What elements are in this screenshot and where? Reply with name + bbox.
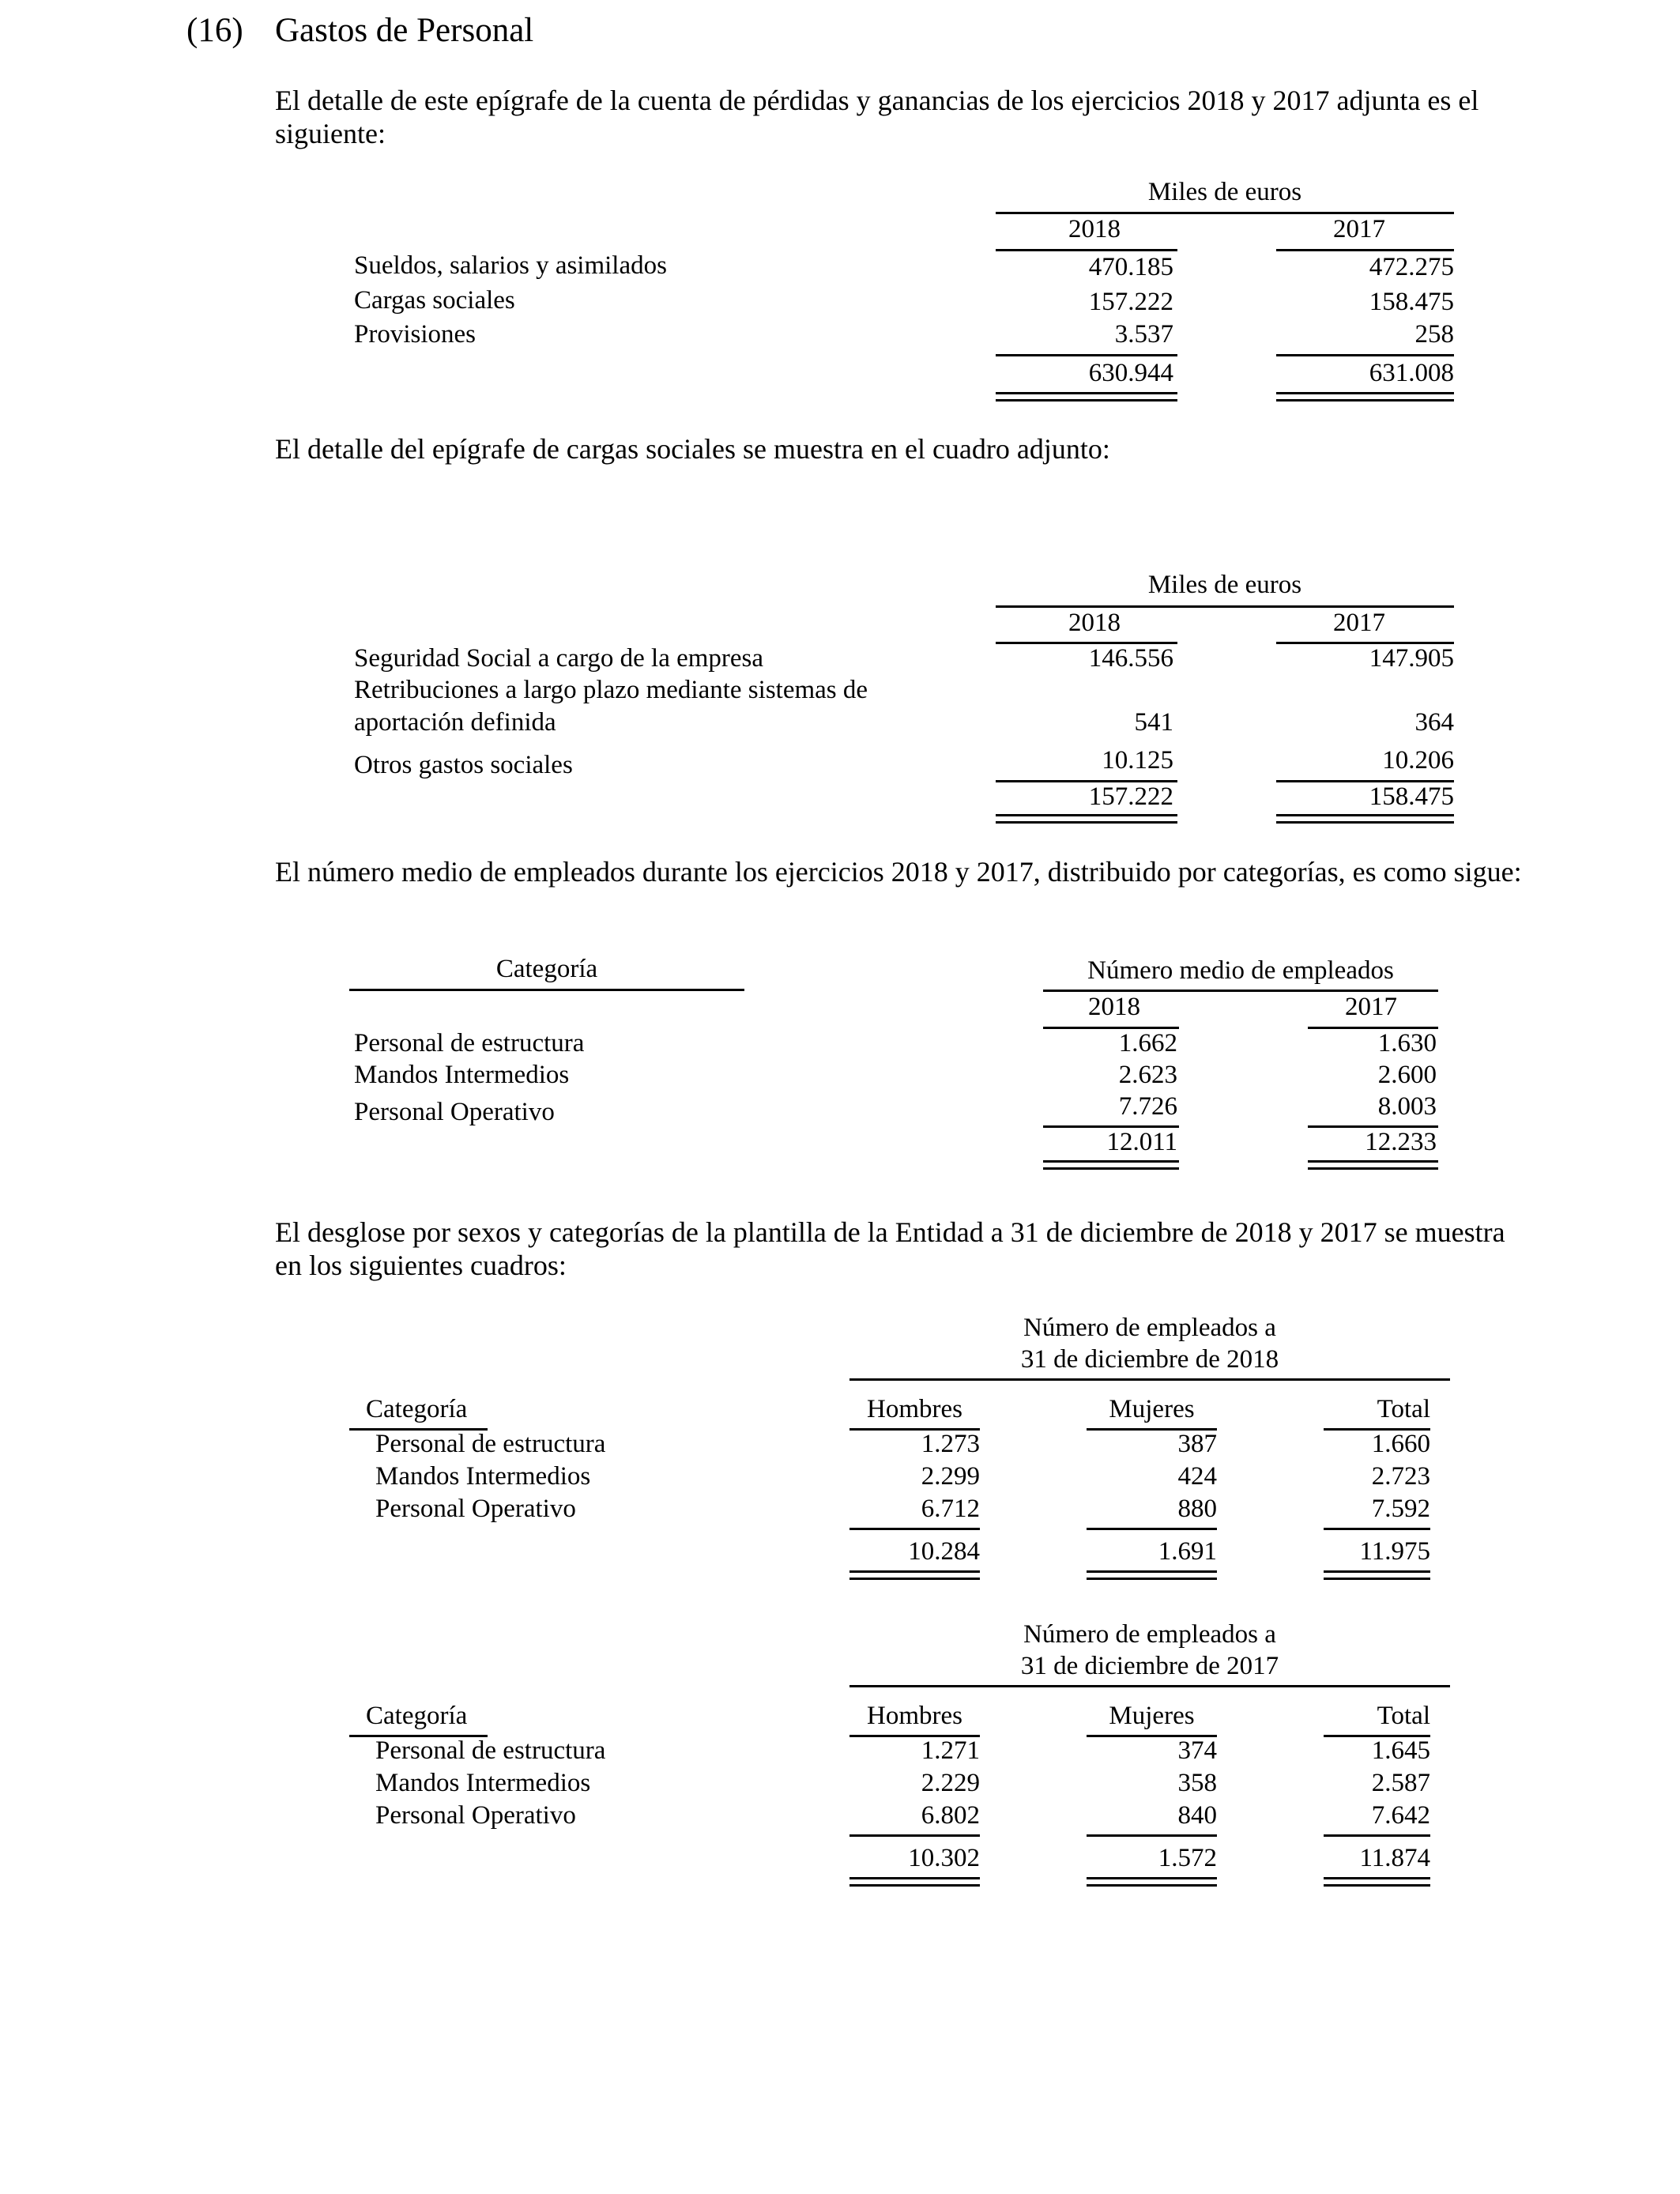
unit-header: Número medio de empleados [1087, 956, 1394, 985]
row-label: Mandos Intermedios [354, 1061, 570, 1089]
col-header-total: Total [1377, 1395, 1430, 1423]
value-total: 2.587 [1371, 1769, 1430, 1797]
value-mujeres: 424 [1177, 1462, 1217, 1491]
value-hombres: 6.802 [921, 1801, 980, 1830]
row-label: Mandos Intermedios [375, 1769, 591, 1797]
total-hombres: 10.284 [908, 1537, 980, 1566]
col-header-hombres: Hombres [867, 1702, 962, 1730]
value-2018: 7.726 [1118, 1092, 1177, 1121]
row-label: Personal Operativo [375, 1495, 576, 1523]
double-rule-total [1324, 1877, 1430, 1887]
subtotal-rule-mujeres [1087, 1834, 1217, 1837]
row-label: Personal de estructura [375, 1736, 606, 1765]
subtotal-rule-total [1324, 1528, 1430, 1530]
value-2017: 147.905 [1369, 644, 1454, 673]
value-mujeres: 880 [1177, 1495, 1217, 1523]
row-label: Sueldos, salarios y asimilados [354, 251, 667, 280]
header-line-2: 31 de diciembre de 2017 [1020, 1652, 1279, 1680]
category-header: Categoría [366, 1702, 468, 1730]
col-header-total: Total [1377, 1702, 1430, 1730]
subtotal-rule-2017 [1276, 354, 1454, 356]
row-label: Cargas sociales [354, 286, 515, 315]
intro-paragraph-4: El desglose por sexos y categorías de la plantilla de la Entidad a 31 de diciembre de 2018 y 2017 se muestra en los siguientes cuadros: [275, 1216, 1505, 1281]
value-mujeres: 840 [1177, 1801, 1217, 1830]
intro-paragraph-3: El número medio de empleados durante los ejercicios 2018 y 2017, distribuido por categorías, es como sigue: [275, 856, 1522, 888]
double-rule-2017 [1308, 1160, 1438, 1170]
subtotal-rule-total [1324, 1834, 1430, 1837]
row-label: Provisiones [354, 320, 477, 349]
intro-paragraph-2: El detalle del epígrafe de cargas sociales se muestra en el cuadro adjunto: [275, 433, 1110, 465]
double-rule-2018 [1043, 1160, 1179, 1170]
year-header-2017: 2017 [1345, 993, 1397, 1021]
value-hombres: 1.273 [921, 1430, 980, 1458]
total-2017: 12.233 [1365, 1128, 1437, 1156]
total-mujeres: 1.691 [1158, 1537, 1217, 1566]
total-hombres: 10.302 [908, 1844, 980, 1872]
unit-header: Miles de euros [1147, 178, 1302, 206]
total-2018: 157.222 [1088, 782, 1173, 811]
year-header-2018: 2018 [1088, 993, 1140, 1021]
value-mujeres: 374 [1177, 1736, 1217, 1765]
double-rule-mujeres [1087, 1877, 1217, 1887]
value-2018: 1.662 [1118, 1029, 1177, 1057]
double-rule-mujeres [1087, 1570, 1217, 1580]
row-label: Personal Operativo [375, 1801, 576, 1830]
year-header-2018: 2018 [1068, 609, 1121, 637]
value-2018: 3.537 [1114, 320, 1173, 349]
value-total: 7.592 [1371, 1495, 1430, 1523]
col-header-hombres: Hombres [867, 1395, 962, 1423]
column-rule-2018 [996, 249, 1177, 251]
year-header-2017: 2017 [1333, 609, 1385, 637]
total-2017: 158.475 [1369, 782, 1454, 811]
row-label: Otros gastos sociales [354, 751, 573, 779]
value-2018: 10.125 [1102, 746, 1173, 775]
row-label: Personal de estructura [375, 1430, 606, 1458]
value-mujeres: 358 [1177, 1769, 1217, 1797]
header-line-1: Número de empleados a [1023, 1314, 1276, 1342]
total-total: 11.975 [1359, 1537, 1430, 1566]
subtotal-rule-hombres [849, 1834, 980, 1837]
header-line-1: Número de empleados a [1023, 1620, 1276, 1649]
value-2017: 364 [1414, 708, 1454, 737]
value-total: 1.645 [1371, 1736, 1430, 1765]
value-2018: 470.185 [1088, 253, 1173, 281]
value-2017: 258 [1414, 320, 1454, 349]
value-2017: 1.630 [1377, 1029, 1437, 1057]
year-header-2017: 2017 [1333, 215, 1385, 243]
year-header-2018: 2018 [1068, 215, 1121, 243]
row-label: Mandos Intermedios [375, 1462, 591, 1491]
category-header-rule [349, 989, 744, 991]
section-title: Gastos de Personal [275, 12, 534, 49]
value-total: 2.723 [1371, 1462, 1430, 1491]
subtotal-rule-hombres [849, 1528, 980, 1530]
double-rule-2017 [1276, 814, 1454, 824]
header-rule [996, 605, 1454, 608]
header-rule [849, 1685, 1450, 1687]
header-rule [996, 212, 1454, 214]
value-hombres: 6.712 [921, 1495, 980, 1523]
value-2018: 146.556 [1088, 644, 1173, 673]
col-header-mujeres: Mujeres [1109, 1702, 1195, 1730]
double-rule-hombres [849, 1877, 980, 1887]
value-2017: 8.003 [1377, 1092, 1437, 1121]
value-2017: 472.275 [1369, 253, 1454, 281]
row-label-line-1: Retribuciones a largo plazo mediante sistemas de [354, 676, 868, 704]
intro-paragraph-1: El detalle de este epígrafe de la cuenta de pérdidas y ganancias de los ejercicios 2018 y 2017 adjunta es el siguiente: [275, 85, 1479, 149]
row-label: Seguridad Social a cargo de la empresa [354, 644, 764, 673]
subtotal-rule-2018 [996, 354, 1177, 356]
total-total: 11.874 [1359, 1844, 1430, 1872]
row-label-line-2: aportación definida [354, 708, 556, 737]
value-hombres: 2.229 [921, 1769, 980, 1797]
header-rule [1043, 990, 1438, 992]
category-header: Categoría [366, 1395, 468, 1423]
row-label: Personal Operativo [354, 1098, 555, 1126]
value-hombres: 1.271 [921, 1736, 980, 1765]
value-total: 7.642 [1371, 1801, 1430, 1830]
total-mujeres: 1.572 [1158, 1844, 1217, 1872]
section-number: (16) [186, 12, 243, 49]
double-rule-2018 [996, 392, 1177, 401]
category-header: Categoría [495, 955, 598, 983]
value-2017: 158.475 [1369, 288, 1454, 316]
header-rule [849, 1378, 1450, 1381]
value-2018: 157.222 [1088, 288, 1173, 316]
column-rule-2017 [1276, 249, 1454, 251]
total-2018: 12.011 [1106, 1128, 1177, 1156]
total-2018: 630.944 [1088, 359, 1173, 387]
col-header-mujeres: Mujeres [1109, 1395, 1195, 1423]
value-total: 1.660 [1371, 1430, 1430, 1458]
unit-header: Miles de euros [1147, 571, 1302, 599]
value-2018: 2.623 [1118, 1061, 1177, 1089]
value-2018: 541 [1134, 708, 1173, 737]
value-hombres: 2.299 [921, 1462, 980, 1491]
value-mujeres: 387 [1177, 1430, 1217, 1458]
row-label: Personal de estructura [354, 1029, 585, 1057]
double-rule-hombres [849, 1570, 980, 1580]
value-2017: 10.206 [1382, 746, 1454, 775]
total-2017: 631.008 [1369, 359, 1454, 387]
double-rule-2017 [1276, 392, 1454, 401]
double-rule-2018 [996, 814, 1177, 824]
subtotal-rule-mujeres [1087, 1528, 1217, 1530]
header-line-2: 31 de diciembre de 2018 [1020, 1345, 1279, 1374]
double-rule-total [1324, 1570, 1430, 1580]
value-2017: 2.600 [1377, 1061, 1437, 1089]
